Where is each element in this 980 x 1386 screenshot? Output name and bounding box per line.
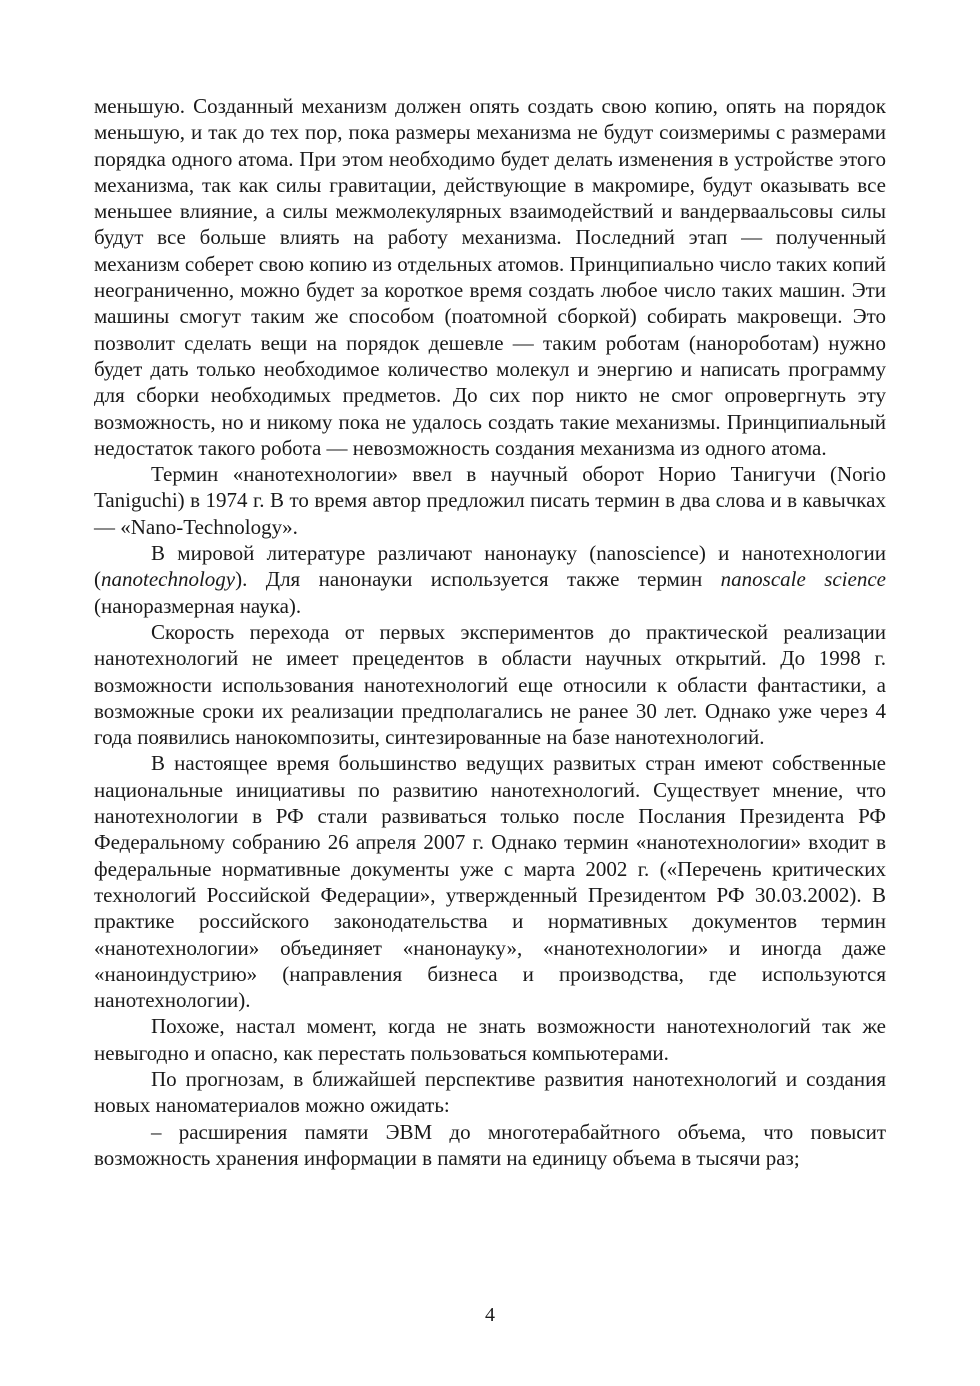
paragraph-4: Скорость перехода от первых экспериментов до практической реализации нанотехнологий не имеет прецедентов в области научных открытий. До 1998 г. возможности использования нанотехнологий еще относили к области фантастики, а возможные сроки их реализации предполагались не ранее 30 лет. Однако уже через 4 года появились нанокомпозиты, синтезированные на базе нанотехнологий.: [94, 619, 886, 750]
paragraph-3-text-3: (наноразмерная наука).: [94, 593, 302, 618]
paragraph-7: По прогнозам, в ближайшей перспективе развития нанотехнологий и создания новых наноматериалов можно ожидать:: [94, 1066, 886, 1118]
paragraph-5: В настоящее время большинство ведущих развитых стран имеют собственные национальные инициативы по развитию нанотехнологий. Существует мнение, что нанотехнологии в РФ стали развиваться только после Послания Президента РФ Федеральному собранию 26 апреля 2007 г. Однако термин «нанотехнологии» входит в федеральные нормативные документы уже с марта 2002 г. («Перечень критических технологий Российской Федерации», утвержденный Президентом РФ 30.03.2002). В практике российского законодательства и нормативных документов термин «нанотехнологии» объединяет «нанонауку», «нанотехнологии» и иногда даже «наноиндустрию» (направления бизнеса и производства, где используются нанотехнологии).: [94, 751, 886, 1013]
paragraph-3-text-1: В мировой литературе различают нанонауку (nanoscience) и нанотехнологии (: [94, 541, 886, 592]
paragraph-1: меньшую. Созданный механизм должен опять создать свою копию, опять на порядок меньшую, и так до тех пор, пока размеры механизма не будут соизмеримы с размерами порядка одного атома. При этом необходимо будет делать изменения в устройстве этого механизма, так как силы гравитации, действующие в макромире, будут оказывать все меньшее влияние, а силы межмолекулярных взаимодействий и вандерваальсовы силы будут все больше влиять на работу механизма. Последний этап — полученный механизм соберет свою копию из отдельных атомов. Принципиально число таких копий неограниченно, можно будет за короткое время создать любое число таких машин. Эти машины смогут таким же способом (поатомной сборкой) собирать макровещи. Это позволит сделать вещи на порядок дешевле — таким роботам (нанороботам) нужно будет дать только необходимое количество молекул и энергию и написать программу для сборки необходимых предметов. До сих пор никто не смог опровергнуть эту возможность, но и никому пока не удалось создать такие механизмы. Принципиальный недостаток такого робота — невозможность создания механизма из одного атома.: [94, 94, 886, 460]
page-number: 4: [485, 1304, 495, 1326]
paragraph-3-term-nanotechnology: nanotechnology: [101, 567, 236, 592]
paragraph-3-text-2: ). Для нанонауки используется также термин: [235, 567, 721, 592]
paragraph-3-term-nanoscale-science: nanoscale science: [720, 567, 886, 592]
paragraph-2: Термин «нанотехнологии» ввел в научный оборот Норио Танигучи (Norio Taniguchi) в 1974 г. В то время автор предложил писать термин в два слова и в кавычках — «Nano-Technology».: [94, 462, 886, 539]
paragraph-6: Похоже, настал момент, когда не знать возможности нанотехнологий так же невыгодно и опасно, как перестать пользоваться компьютерами.: [94, 1014, 886, 1065]
page-body: [94, 93, 886, 1171]
paragraph-8: – расширения памяти ЭВМ до многотерабайтного объема, что повысит возможность хранения информации в памяти на единицу объема в тысячи раз;: [94, 1119, 886, 1170]
paragraph-3: [94, 540, 886, 619]
